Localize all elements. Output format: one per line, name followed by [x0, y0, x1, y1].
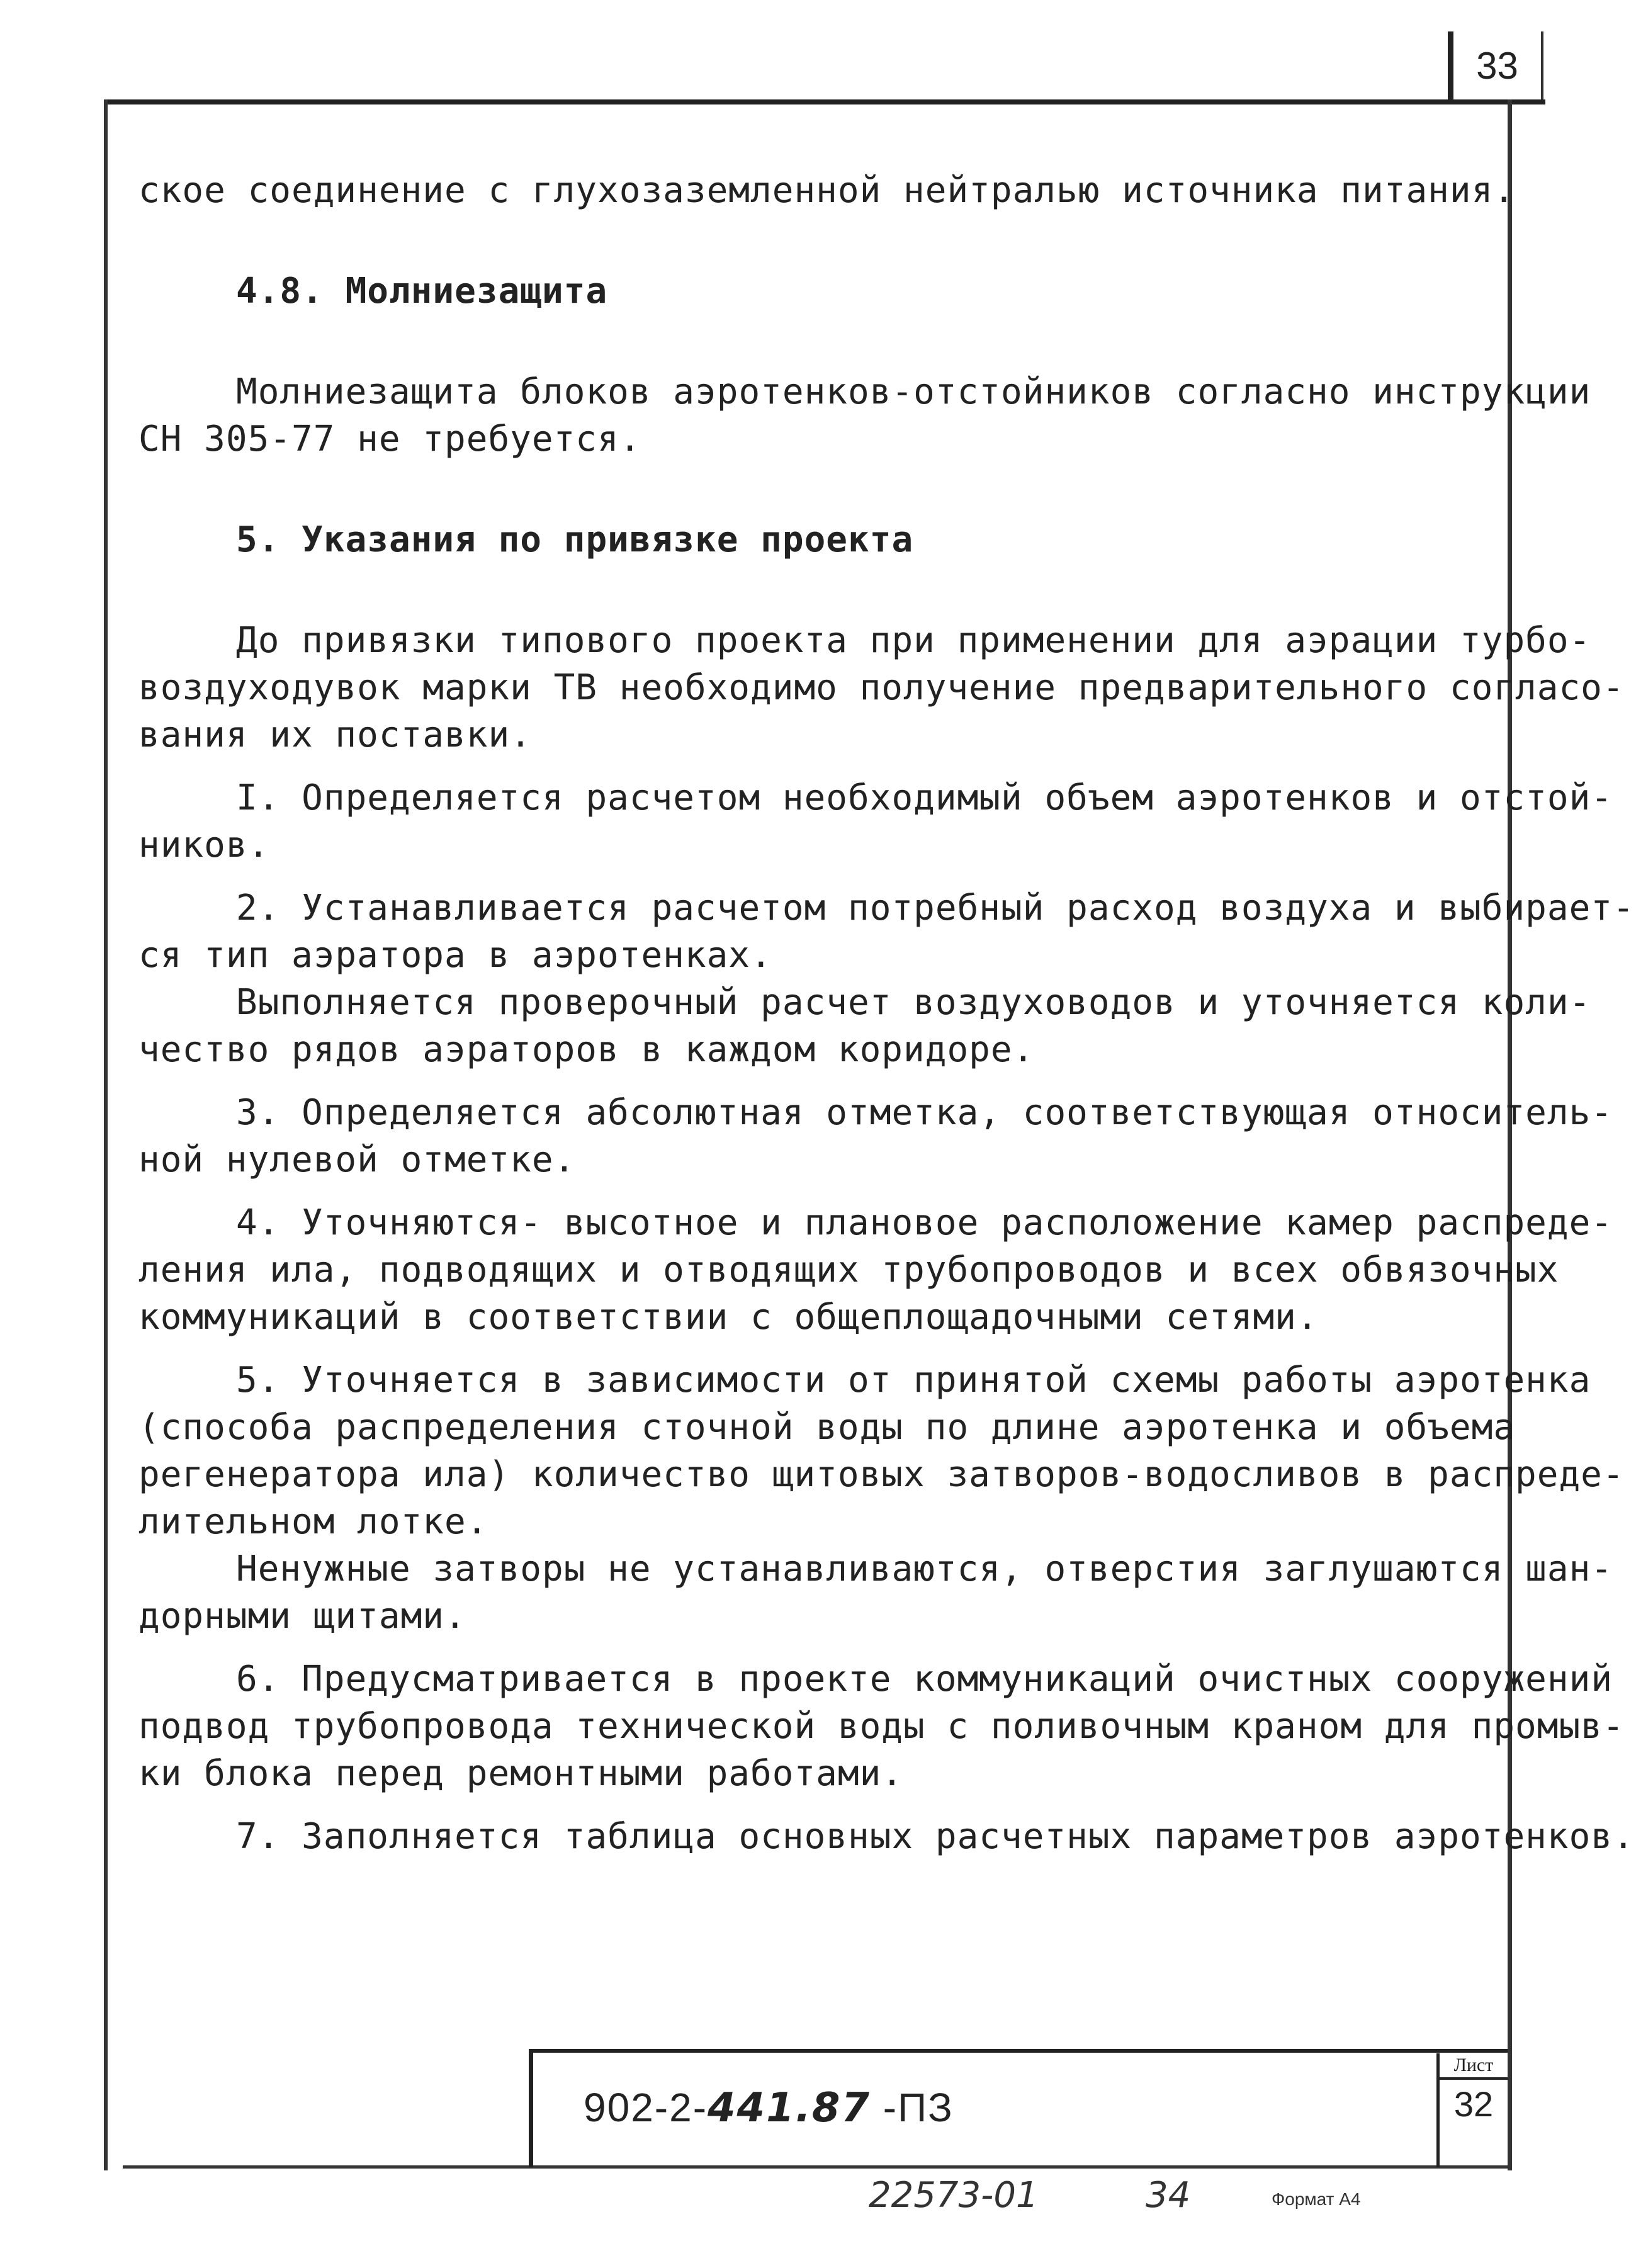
section-heading-binding: 5. Указания по привязке проекта [236, 519, 914, 560]
inventory-number: 22573-01 [869, 2175, 1039, 2216]
section-heading-lightning: 4.8. Молниезащита [236, 271, 608, 312]
text-line: лительном лотке. [138, 1501, 488, 1542]
document-code-handwritten: 441.87 [708, 2085, 871, 2131]
text-line: До привязки типового проекта при применении для аэрации турбо- [236, 620, 1591, 661]
frame-top-line [104, 99, 1545, 104]
text-line: регенератора ила) количество щитовых затворов-водосливов в распреде- [138, 1454, 1625, 1495]
text-line: 5. Уточняется в зависимости от принятой схемы работы аэротенка [236, 1360, 1591, 1401]
text-line: чество рядов аэраторов в каждом коридоре. [138, 1029, 1035, 1070]
text-line: 3. Определяется абсолютная отметка, соответствующая относитель- [236, 1092, 1613, 1133]
text-line: ления ила, подводящих и отводящих трубопроводов и всех обвязочных [138, 1250, 1559, 1290]
text-line: Выполняется проверочный расчет воздуховодов и уточняется коли- [236, 982, 1591, 1023]
title-block [529, 2049, 1508, 2167]
text-line: I. Определяется расчетом необходимый объем аэротенков и отстой- [236, 777, 1613, 818]
page-number: 33 [1476, 45, 1518, 87]
text-line: 2. Устанавливается расчетом потребный расход воздуха и выбирает- [236, 888, 1635, 928]
document-code [584, 2084, 954, 2131]
sheet-box [1436, 2053, 1508, 2167]
text-line: ки блока перед ремонтными работами. [138, 1753, 904, 1794]
text-line: ников. [138, 825, 270, 866]
page-number-box [1448, 31, 1543, 101]
text-line: 6. Предусматривается в проекте коммуникаций очистных сооружений [236, 1659, 1613, 1700]
text-line: ское соединение с глухозаземленной нейтралью источника питания. [138, 170, 1516, 211]
sheet-number: 32 [1453, 2084, 1494, 2124]
document-code-suffix: -ПЗ [870, 2085, 954, 2130]
sheet-label: Лист [1440, 2053, 1508, 2080]
copy-number: 34 [1146, 2175, 1191, 2216]
text-line: подвод трубопровода технической воды с поливочным краном для промыв- [138, 1706, 1625, 1747]
text-line: вания их поставки. [138, 714, 532, 755]
text-line: воздуходувок марки ТВ необходимо получение предварительного согласо- [138, 667, 1625, 708]
text-line: Ненужные затворы не устанавливаются, отверстия заглушаются шан- [236, 1549, 1613, 1589]
frame-left-line [104, 99, 108, 2170]
text-line: 4. Уточняются- высотное и плановое расположение камер распреде- [236, 1202, 1613, 1243]
text-line: коммуникаций в соответствии с общеплощадочными сетями. [138, 1297, 1319, 1338]
format-label: Формат А4 [1272, 2189, 1361, 2209]
text-line: ся тип аэратора в аэротенках. [138, 935, 772, 976]
text-line: дорными щитами. [138, 1596, 466, 1637]
text-line: СН 305-77 не требуется. [138, 419, 641, 460]
text-line: Молниезащита блоков аэротенков-отстойников согласно инструкции [236, 371, 1591, 412]
text-line: 7. Заполняется таблица основных расчетных параметров аэротенков. [236, 1816, 1635, 1857]
text-line: ной нулевой отметке. [138, 1139, 576, 1180]
document-code-prefix: 902-2- [584, 2085, 708, 2130]
text-line: (способа распределения сточной воды по длине аэротенка и объема [138, 1407, 1516, 1448]
